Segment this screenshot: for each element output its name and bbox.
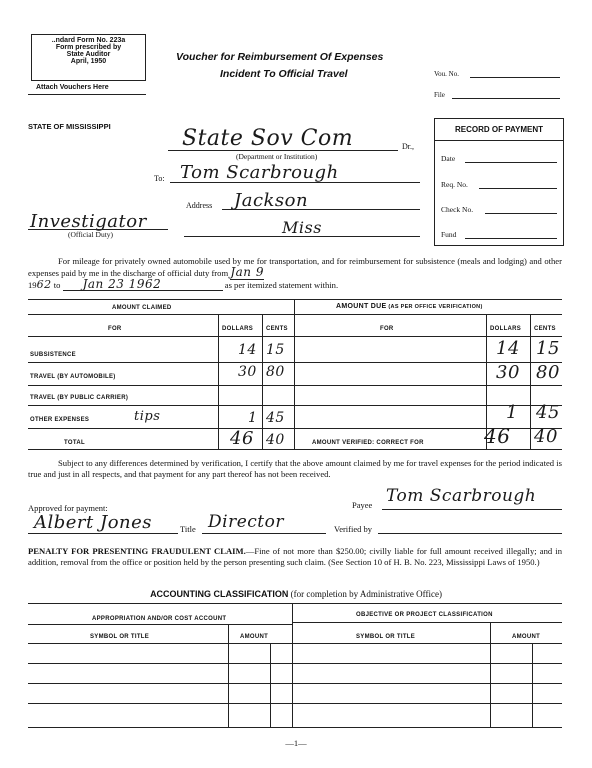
address-label: Address <box>186 201 213 210</box>
cents-header-right: CENTS <box>534 326 556 332</box>
year-hand: 62 <box>36 278 52 291</box>
total-cents: 40 <box>266 432 285 448</box>
header-divider-1 <box>28 314 562 315</box>
statement-suffix: as per itemized statement within. <box>224 280 339 290</box>
record-fund-field[interactable] <box>465 238 557 239</box>
dollars-header-left: DOLLARS <box>222 326 254 332</box>
accounting-top-border <box>28 603 562 604</box>
payee-value: Tom Scarbrough <box>386 486 537 506</box>
record-check-label: Check No. <box>441 205 474 214</box>
payee-label: Payee <box>352 500 373 510</box>
row-travel-auto-due-dollars: 30 <box>496 362 520 383</box>
record-fund-label: Fund <box>441 230 457 239</box>
amount-due-label: AMOUNT DUE <box>336 303 387 310</box>
total-dollars: 46 <box>230 428 254 449</box>
amount-header-right: AMOUNT <box>512 634 541 640</box>
accounting-row-1[interactable] <box>28 663 562 664</box>
address-value-2: Miss <box>282 218 322 237</box>
approved-label: Approved for payment: <box>28 503 108 513</box>
record-req-field[interactable] <box>479 188 557 189</box>
amount-due-note: (AS PER OFFICE VERIFICATION) <box>388 304 483 310</box>
row-other-label: OTHER EXPENSES <box>30 417 90 423</box>
official-duty-caption: (Official Duty) <box>68 230 114 239</box>
row-divider-1 <box>28 362 562 363</box>
row-travel-public-label: TRAVEL (BY PUBLIC CARRIER) <box>30 395 129 401</box>
title-value: Director <box>208 512 284 532</box>
to-date-label: to <box>53 280 61 290</box>
for-header-right: FOR <box>380 326 394 332</box>
accounting-header-divider-right <box>292 622 562 623</box>
amount-claimed-header: AMOUNT CLAIMED <box>112 305 172 311</box>
row-subsistence-due-cents: 15 <box>536 338 560 359</box>
statement-paragraph <box>28 256 562 291</box>
accounting-col-left <box>228 624 229 728</box>
table-top-border <box>28 299 562 300</box>
amount-header-left: AMOUNT <box>240 634 269 640</box>
department-field[interactable] <box>168 150 398 151</box>
row-travel-auto-label: TRAVEL (BY AUTOMOBILE) <box>30 374 116 380</box>
address-field-2[interactable] <box>184 236 420 237</box>
address-value-1: Jackson <box>234 190 309 211</box>
form-date: April, 1950 <box>70 58 107 65</box>
symbol-header-right: SYMBOL OR TITLE <box>356 634 416 640</box>
to-field[interactable] <box>170 182 420 183</box>
certification-text: Subject to any differences determined by verification, I certify that the above amount claimed by me for travel expenses for the period indicated is true and just in all respects, and that payment for any part thereof has not been received. <box>28 458 562 479</box>
accounting-col-right-2 <box>532 643 533 728</box>
accounting-note: (for completion by Administrative Office) <box>290 589 442 599</box>
year-prefix: 19 <box>28 280 37 290</box>
record-date-field[interactable] <box>465 162 557 163</box>
amount-due-header <box>336 303 483 310</box>
row-divider-4 <box>28 428 562 429</box>
file-field[interactable] <box>452 98 560 99</box>
attach-underline <box>28 94 146 95</box>
penalty-text: —Fine of not more than $250.00; civilly liable for full amount received illegally; and in addition, removal from the office or position held by the person presenting such claim. (See Section 10 of H. B. No. 223, Mississippi Laws of 1950.) <box>28 546 562 567</box>
accounting-header-divider-2 <box>28 643 562 644</box>
for-header-left: FOR <box>108 326 122 332</box>
record-date-label: Date <box>441 154 456 163</box>
state-label: STATE OF MISSISSIPPI <box>28 122 111 131</box>
total-label: TOTAL <box>64 440 85 446</box>
row-other-cents: 45 <box>266 410 285 426</box>
amount-verified-label: AMOUNT VERIFIED: CORRECT FOR <box>312 440 424 446</box>
table-center-divider <box>294 299 295 449</box>
verified-dollars: 46 <box>484 424 511 448</box>
record-title: RECORD OF PAYMENT <box>454 125 543 134</box>
form-auditor: State Auditor <box>66 51 111 58</box>
dr-label: Dr., <box>402 142 414 151</box>
department-value: State Sov Com <box>182 126 354 151</box>
title-line1: Voucher for Reimbursement Of Expenses <box>176 51 384 63</box>
verified-cents: 40 <box>534 426 558 447</box>
row-subsistence-label: SUBSISTENCE <box>30 352 76 358</box>
objective-header: OBJECTIVE OR PROJECT CLASSIFICATION <box>356 612 493 618</box>
cents-header-left: CENTS <box>266 326 288 332</box>
approved-signature: Albert Jones <box>34 512 153 533</box>
to-value: Tom Scarbrough <box>180 162 339 183</box>
dollars-header-right: DOLLARS <box>490 326 522 332</box>
from-date: Jan 9 <box>230 265 264 279</box>
row-travel-auto-cents: 80 <box>266 364 285 380</box>
verified-by-field[interactable] <box>378 533 562 534</box>
row-other-note: tips <box>134 409 161 424</box>
to-label: To: <box>154 174 165 183</box>
accounting-col-left-2 <box>270 643 271 728</box>
row-other-due-cents: 45 <box>536 402 560 423</box>
row-subsistence-due-dollars: 14 <box>496 338 520 359</box>
vou-no-field[interactable] <box>470 77 560 78</box>
payee-field[interactable] <box>382 509 562 510</box>
row-travel-auto-due-cents: 80 <box>536 362 560 383</box>
header-divider-2 <box>28 336 562 337</box>
file-label: File <box>434 91 445 99</box>
form-info-box <box>31 34 146 81</box>
title-field[interactable] <box>202 533 326 534</box>
accounting-heading-row <box>0 589 592 599</box>
row-divider-2 <box>28 385 562 386</box>
record-req-label: Req. No. <box>441 180 468 189</box>
record-check-field[interactable] <box>485 213 557 214</box>
symbol-header-left: SYMBOL OR TITLE <box>90 634 150 640</box>
row-other-due-dollars: 1 <box>506 402 518 423</box>
vou-no-label: Vou. No. <box>434 70 459 78</box>
period-line <box>28 279 338 291</box>
form-prescribed: Form prescribed by <box>55 44 122 51</box>
page-number: —1— <box>285 738 307 748</box>
penalty-heading: PENALTY FOR PRESENTING FRAUDULENT CLAIM. <box>28 546 246 556</box>
accounting-col-right <box>490 622 491 728</box>
table-bottom-border <box>28 449 562 450</box>
row-subsistence-dollars: 14 <box>238 342 257 358</box>
title-line2: Incident To Official Travel <box>220 68 348 80</box>
department-caption: (Department or Institution) <box>236 152 318 161</box>
form-number: ..ndard Form No. 223a <box>51 37 126 44</box>
accounting-row-4[interactable] <box>28 727 562 728</box>
address-field-1[interactable] <box>222 209 420 210</box>
record-divider <box>435 140 563 141</box>
verified-by-label: Verified by <box>334 524 373 534</box>
statement-text: For mileage for privately owned automobile used by me for transportation, and for reimbursement for subsistence (meals and lodging) and other expenses paid by me in the discharge of official duty from <box>28 256 562 278</box>
accounting-row-2[interactable] <box>28 683 562 684</box>
approved-field[interactable] <box>28 533 178 534</box>
accounting-row-3[interactable] <box>28 703 562 704</box>
row-subsistence-cents: 15 <box>266 342 285 358</box>
penalty-paragraph <box>28 546 562 568</box>
appropriation-header: APPROPRIATION AND/OR COST ACCOUNT <box>92 616 227 622</box>
accounting-header-divider-1 <box>28 624 292 625</box>
row-travel-auto-dollars: 30 <box>238 364 257 380</box>
title-label: Title <box>180 524 196 534</box>
attach-vouchers: Attach Vouchers Here <box>36 84 109 91</box>
row-other-dollars: 1 <box>248 410 258 426</box>
row-divider-3 <box>28 405 562 406</box>
record-of-payment-box <box>434 118 564 246</box>
official-duty-value: Investigator <box>30 211 147 232</box>
accounting-heading: ACCOUNTING CLASSIFICATION <box>150 589 289 599</box>
to-date: Jan 23 1962 <box>63 279 223 291</box>
